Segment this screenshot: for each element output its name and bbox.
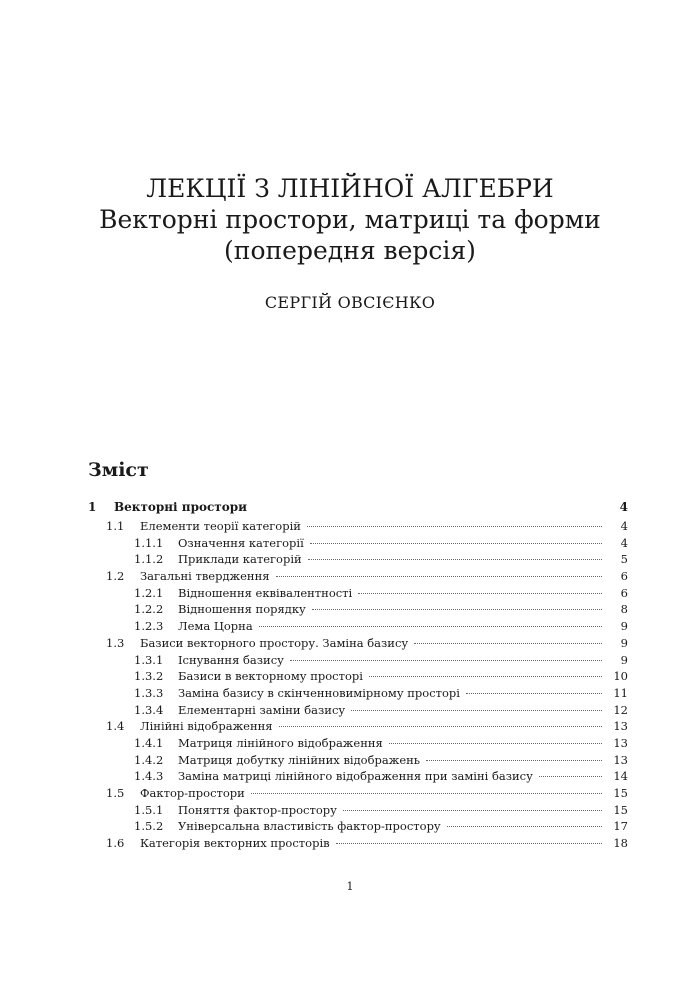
table-of-contents <box>88 500 628 853</box>
toc-leader-dots <box>369 676 602 677</box>
toc-entry-number: 1.2.2 <box>134 602 164 617</box>
toc-leader-dots <box>310 543 602 544</box>
toc-entry-page: 4 <box>620 519 628 533</box>
toc-entry-page: 6 <box>620 569 628 584</box>
toc-entry-subsection-1-4-2[interactable] <box>88 753 628 770</box>
toc-entry-title: Матриця добутку лінійних відображень <box>178 752 421 767</box>
toc-entry-page: 11 <box>613 685 628 700</box>
toc-entry-page: 12 <box>613 702 628 717</box>
toc-entry-page: 13 <box>613 735 628 750</box>
toc-entry-number: 1.2.1 <box>134 585 164 600</box>
toc-entry-number: 1.2.3 <box>134 619 164 634</box>
toc-entry-subsection-1-1-2[interactable] <box>88 552 628 569</box>
toc-entry-title: Елементи теорії категорій <box>140 519 301 533</box>
toc-leader-dots <box>351 710 602 711</box>
toc-entry-subsection-1-2-2[interactable] <box>88 602 628 619</box>
toc-entry-subsection-1-5-1[interactable] <box>88 803 628 820</box>
toc-entry-page: 4 <box>619 500 628 514</box>
document-version-note: (попередня версія) <box>224 236 476 265</box>
toc-entry-page: 8 <box>620 602 628 617</box>
toc-entry-number: 1.5 <box>106 786 125 800</box>
toc-entry-number: 1 <box>88 500 97 514</box>
toc-entry-subsection-1-3-1[interactable] <box>88 653 628 670</box>
toc-leader-dots <box>276 576 602 577</box>
toc-entry-section-1-3[interactable] <box>88 636 628 653</box>
toc-entry-page: 6 <box>620 585 628 600</box>
toc-entry-section-1-1[interactable] <box>88 519 628 536</box>
toc-leader-dots <box>343 810 602 811</box>
author-name: СЕРГІЙ ОВСІЄНКО <box>264 293 436 312</box>
toc-leader-dots <box>389 743 602 744</box>
toc-entry-title: Означення категорії <box>178 535 304 550</box>
toc-entry-page: 13 <box>613 752 628 767</box>
toc-entry-title: Заміна матриці лінійного відображення при заміні базису <box>178 769 533 784</box>
toc-entry-number: 1.3.1 <box>134 652 164 667</box>
toc-heading: Зміст <box>88 459 149 481</box>
toc-entry-title: Відношення еквівалентності <box>178 585 353 600</box>
toc-entry-title: Базиси в векторному просторі <box>178 669 363 684</box>
toc-entry-number: 1.3 <box>106 635 125 650</box>
document-title: ЛЕКЦІЇ З ЛІНІЙНОЇ АЛГЕБРИ <box>146 174 554 203</box>
toc-entry-section-1-6[interactable] <box>88 836 628 853</box>
toc-entry-subsection-1-5-2[interactable] <box>88 819 628 836</box>
toc-leader-dots <box>279 726 602 727</box>
toc-entry-title: Поняття фактор-простору <box>178 802 337 817</box>
toc-entry-page: 17 <box>613 819 628 834</box>
toc-entry-title: Базиси векторного простору. Заміна базису <box>140 635 409 650</box>
page-number: 1 <box>346 880 354 893</box>
toc-entry-number: 1.4 <box>106 719 125 734</box>
toc-entry-number: 1.1 <box>106 519 125 533</box>
toc-entry-title: Приклади категорій <box>178 552 302 567</box>
toc-leader-dots <box>312 609 602 610</box>
toc-leader-dots <box>358 593 602 594</box>
toc-entry-page: 18 <box>613 836 628 851</box>
toc-entry-number: 1.3.4 <box>134 702 164 717</box>
toc-entry-section-1-2[interactable] <box>88 569 628 586</box>
toc-entry-page: 10 <box>613 669 628 684</box>
toc-entry-number: 1.6 <box>106 836 125 851</box>
toc-entry-number: 1.4.1 <box>134 735 164 750</box>
toc-entry-title: Універсальна властивість фактор-простору <box>178 819 441 834</box>
toc-entry-number: 1.1.1 <box>134 535 164 550</box>
toc-entry-chapter-1[interactable] <box>88 500 628 519</box>
toc-entry-subsection-1-2-1[interactable] <box>88 586 628 603</box>
toc-entry-page: 9 <box>620 619 628 634</box>
toc-leader-dots <box>539 776 602 777</box>
toc-entry-page: 9 <box>620 635 628 650</box>
toc-entry-title: Фактор-простори <box>140 786 245 800</box>
toc-leader-dots <box>307 526 602 527</box>
toc-entry-number: 1.5.1 <box>134 802 164 817</box>
toc-entry-title: Векторні простори <box>114 500 248 514</box>
toc-entry-section-1-4[interactable] <box>88 719 628 736</box>
toc-entry-title: Загальні твердження <box>140 569 270 584</box>
toc-entry-title: Відношення порядку <box>178 602 306 617</box>
toc-entry-subsection-1-2-3[interactable] <box>88 619 628 636</box>
toc-entry-subsection-1-3-4[interactable] <box>88 703 628 720</box>
toc-entry-number: 1.3.3 <box>134 685 164 700</box>
toc-entry-page: 15 <box>613 802 628 817</box>
toc-entry-title: Лінійні відображення <box>140 719 273 734</box>
title-block <box>0 173 700 312</box>
toc-entry-subsection-1-3-3[interactable] <box>88 686 628 703</box>
toc-entry-subsection-1-4-3[interactable] <box>88 769 628 786</box>
toc-entry-title: Категорія векторних просторів <box>140 836 330 851</box>
toc-entry-page: 5 <box>620 552 628 567</box>
toc-entry-number: 1.2 <box>106 569 125 584</box>
toc-entry-title: Заміна базису в скінченновимірному просторі <box>178 685 460 700</box>
toc-entry-subsection-1-1-1[interactable] <box>88 536 628 553</box>
toc-leader-dots <box>336 843 602 844</box>
toc-entry-title: Матриця лінійного відображення <box>178 735 383 750</box>
toc-entry-number: 1.4.3 <box>134 769 164 784</box>
toc-entry-title: Лема Цорна <box>178 619 253 634</box>
document-subtitle: Векторні простори, матриці та форми <box>99 205 601 234</box>
toc-entry-number: 1.5.2 <box>134 819 164 834</box>
toc-entry-page: 9 <box>620 652 628 667</box>
toc-leader-dots <box>447 826 602 827</box>
toc-entry-title: Існування базису <box>178 652 284 667</box>
toc-entry-page: 14 <box>613 769 628 784</box>
toc-leader-dots <box>466 693 602 694</box>
toc-entry-page: 15 <box>613 786 628 800</box>
toc-entry-number: 1.3.2 <box>134 669 164 684</box>
toc-leader-dots <box>259 626 602 627</box>
toc-entry-subsection-1-4-1[interactable] <box>88 736 628 753</box>
toc-entry-number: 1.4.2 <box>134 752 164 767</box>
toc-leader-dots <box>251 793 602 794</box>
toc-entry-subsection-1-3-2[interactable] <box>88 669 628 686</box>
toc-leader-dots <box>426 760 602 761</box>
toc-leader-dots <box>290 660 602 661</box>
toc-leader-dots <box>308 559 602 560</box>
toc-entry-page: 4 <box>620 535 628 550</box>
toc-entry-title: Елементарні заміни базису <box>178 702 346 717</box>
toc-entry-section-1-5[interactable] <box>88 786 628 803</box>
toc-entry-number: 1.1.2 <box>134 552 164 567</box>
toc-leader-dots <box>414 643 602 644</box>
toc-entry-page: 13 <box>613 719 628 734</box>
